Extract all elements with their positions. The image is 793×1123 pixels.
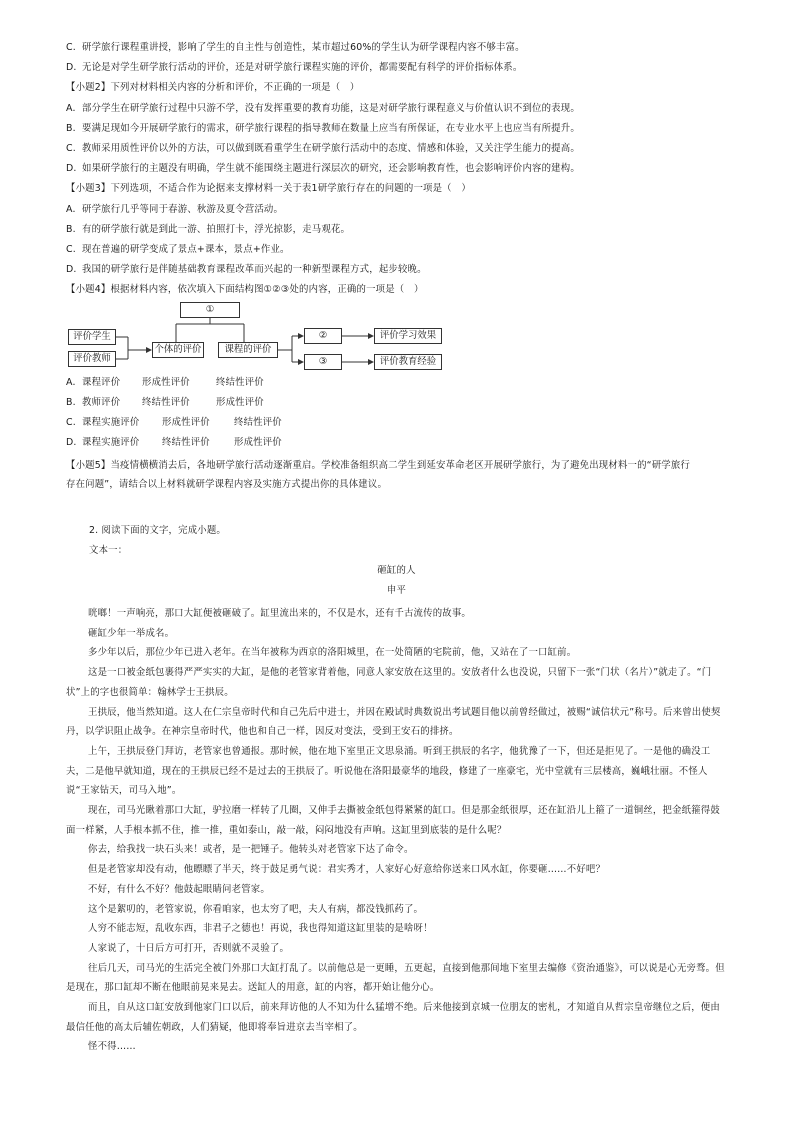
option-cell: 形成性评价 [216,397,264,408]
story-paragraph: 不好，有什么不好？他鼓起眼睛问老管家。 [88,883,270,895]
option-label: D. [66,163,77,174]
question-5-line-2: 存在问题”，请结合以上材料就研学课程内容及实施方式提出你的具体建议。 [66,479,388,490]
question-2-option [66,102,580,115]
question-2-stem: 【小题2】下列对材料相关内容的分析和评价，不正确的一项是（ ） [66,82,360,93]
option-label: A. [66,204,76,215]
question-2-option [66,162,580,175]
question-3-option [66,263,427,276]
story-paragraph: 但是老管家却没有动，他瞟瞟了半天，终于鼓足勇气说：君实秀才，人家好心好意给你送来口风水缸，你要砸……不好吧？ [88,864,606,876]
story-paragraph: 咣啷！一声响亮，那口大缸便被砸破了。缸里流出来的，不仅是水，还有千古流传的故事。 [88,608,472,619]
question-3-option [66,223,350,236]
story-paragraph: 你去，给我找一块石头来！或者，是一把锤子。他转头对老管家下达了命令。 [88,844,414,856]
diagram-box-individual-evaluation: 个体的评价 [152,342,204,358]
story-paragraph: 怪不得…… [88,1041,136,1053]
question-4-option [66,376,264,389]
question-4-option [66,416,282,429]
option-cell: 课程实施评价 [82,417,140,428]
option-label: C. [66,417,76,428]
option-cell: 课程实施评价 [82,437,140,448]
diagram-box-teaching-experience: 评价教育经验 [374,354,442,370]
option-text: 教师采用质性评价以外的方法，可以做到既看重学生在研学旅行活动中的态度、情感和体验，又关注学生能力的提高。 [82,143,580,154]
option-text: 现在普遍的研学变成了景点+课本，景点+作业。 [82,244,290,255]
story-paragraph: 现在，司马光瞅着那口大缸，驴拉磨一样转了几圈，又伸手去撕被金纸包得紧紧的缸口。但是那金纸很厚，还在缸沿儿上箍了一道铜丝，把金纸箍得鼓面一样紧，人手根本抓不住，推一推，重如泰山，敲一敲，闷闷地没有声响。这缸里到底装的是什么呢？ [66,805,720,836]
question-5-line-1: 【小题5】当疫情横横消去后，各地研学旅行活动逐渐重启。学校准备组织高二学生到延安革命老区开展研学旅行，为了避免出现材料一的“研学旅行 [66,460,691,471]
story-paragraph: 王拱辰，他当然知道。这人在仁宗皇帝时代和自己先后中进士，并因在殿试时典数说出考试题目他以前曾经做过，被赐“诚信状元”称号。后来曾出使契丹，以学识阻止战争。在神宗皇帝时代，他也和自己一样，因反对变法，受到王安石的排挤。 [66,706,721,738]
diagram-box-3: ③ [304,354,342,370]
option-cell: 教师评价 [82,397,121,408]
option-text: 我国的研学旅行是伴随基础教育课程改革而兴起的一种新型课程方式，起步较晚。 [82,264,427,275]
option-text: 部分学生在研学旅行过程中只游不学，没有发挥重要的教育功能，这是对研学旅行课程意义与价值认识不到位的表现。 [82,103,580,114]
question-2-option [66,142,580,155]
diagram-box-course-evaluation: 课程的评价 [218,342,278,358]
option-cell: 形成性评价 [162,417,210,428]
option-label: A. [66,103,76,114]
option-cell: 形成性评价 [142,377,190,388]
story-paragraph: 砸缸少年一举成名。 [88,627,175,639]
option-c-prev [66,41,525,54]
option-label: B. [66,224,76,235]
option-text: 研学旅行几乎等同于春游、秋游及夏令营活动。 [82,204,284,215]
question-3-stem: 【小题3】下列选项，不适合作为论据来支撑材料一关于表1研学旅行存在的问题的一项是（ ） [66,183,471,194]
story-title: 砸缸的人 [377,565,416,576]
option-label: C. [66,42,76,53]
option-text: 有的研学旅行就是到此一游、拍照打卡，浮光掠影，走马观花。 [82,224,351,235]
story-paragraph: 这是一口被金纸包裹得严严实实的大缸，是他的老管家背着他，同意人家安放在这里的。安放者什么也没说，只留下一张“门状（名片）”就走了。“门状”上的字也很简单：翰林学士王拱辰。 [66,667,712,698]
option-label: B. [66,123,76,134]
diagram-box-evaluate-students: 评价学生 [68,329,116,345]
option-label: D. [66,437,77,448]
story-paragraph: 人家说了，十日后方可打开，否则就不灵验了。 [88,942,290,954]
story-paragraph: 这个是絮叨的，老管家说，你看咱家，也太穷了吧，夫人有病，都没钱抓药了。 [88,903,424,915]
diagram-box-evaluate-teachers: 评价教师 [68,351,116,367]
option-label: A. [66,377,76,388]
option-d-prev [66,61,522,74]
option-label: D. [66,264,77,275]
question-4-option [66,436,282,449]
option-text: 如果研学旅行的主题没有明确，学生就不能围绕主题进行深层次的研究，还会影响教育性，也会影响评价内容的建构。 [82,163,580,174]
option-cell: 形成性评价 [234,437,282,448]
option-cell: 终结性评价 [216,377,264,388]
question-4-stem: 【小题4】根据材料内容，依次填入下面结构图①②③处的内容，正确的一项是（ ） [66,284,424,295]
option-label: C. [66,143,76,154]
question-2-option [66,122,580,135]
reading-intro: 2. 阅读下面的文字，完成小题。 [89,525,227,536]
structure-diagram [66,300,446,372]
option-cell: 课程评价 [82,377,121,388]
question-4-option [66,396,264,409]
option-label: D. [66,62,77,73]
story-paragraph: 上午，王拱辰登门拜访，老管家也曾通报。那时候，他在地下室里正文思泉涌。听到王拱辰的名字，他犹豫了一下，但还是拒见了。一是他的确没工夫，二是他早就知道，现在的王拱辰已经不是过去的王拱辰了。听说他在洛阳最豪华的地段，修建了一座豪宅，光中堂就有三层楼高，巍峨壮丽。不怪人说“王家钻天，司马入地”。 [66,745,711,797]
diagram-box-2: ② [304,328,342,344]
option-text: 无论是对学生研学旅行活动的评价，还是对研学旅行课程实施的评价，都需要配有科学的评价指标体系。 [82,62,523,73]
diagram-box-learning-effect: 评价学习效果 [374,328,442,344]
story-body [66,604,726,1057]
option-text: 要满足现如今开展研学旅行的需求，研学旅行课程的指导教师在数量上应当有所保证，在专业水平上也应当有所提升。 [82,123,580,134]
option-label: B. [66,397,76,408]
story-paragraph: 人穷不能志短，乱收东西，非君子之德也！再说，我也得知道这缸里装的是啥呀！ [88,923,433,935]
story-paragraph: 而且，自从这口缸安放到他家门口以后，前来拜访他的人不知为什么猛增不绝。后来他接到京城一位朋友的密札，才知道自从哲宗皇帝继位之后，便由最信任他的高太后辅佐朝政，人们猜疑，他即将奉旨进京去当宰相了。 [66,1002,720,1033]
question-3-option [66,203,283,216]
option-cell: 终结性评价 [162,437,210,448]
text-one-label: 文本一： [89,545,128,556]
option-cell: 终结性评价 [142,397,190,408]
option-label: C. [66,244,76,255]
option-text: 研学旅行课程重讲授，影响了学生的自主性与创造性，某市超过60%的学生认为研学课程内容不够丰富。 [82,42,525,53]
story-author: 申平 [386,585,407,596]
diagram-box-1: ① [180,302,240,318]
story-paragraph: 往后几天，司马光的生活完全被门外那口大缸打乱了。以前他总是一更睡，五更起，直接到他那间地下室里去编修《资治通鉴》，可以说是心无旁骛。但是现在，那口缸却不断在他眼前晃来晃去。送缸人的用意，缸的内容，都开始让他分心。 [66,962,725,994]
option-cell: 终结性评价 [234,417,282,428]
story-paragraph: 多少年以后，那位少年已进入老年。在当年被称为西京的洛阳城里，在一处简陋的宅院前，他，又站在了一口缸前。 [88,647,577,659]
question-3-option [66,243,290,256]
